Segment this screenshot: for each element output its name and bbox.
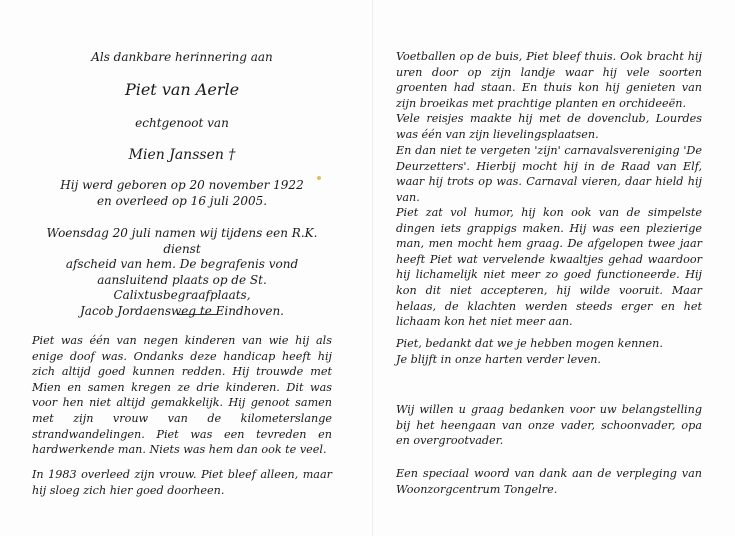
card-fold-line	[372, 0, 373, 536]
thanks-text: Wij willen u graag bedanken voor uw belangstelling bij het heengaan van onze vader, schoonvader, opa en overgrootvader.	[396, 403, 702, 448]
farewell-text: Piet, bedankt dat we je hebben mogen kennen. Je blijft in onze harten verder leven.	[396, 337, 663, 366]
divider-line	[177, 314, 217, 315]
service-text: Woensdag 20 juli namen wij tijdens een R.K. dienst afscheid van hem. De begrafenis vond aansluitend plaats op de St. Calixtusbegraafplaats, Jacob Jordaensweg te Eindhoven.	[46, 226, 318, 318]
carnival-paragraph: En dan niet te vergeten 'zijn' carnavalsvereniging 'De Deurzetters'. Hierbij mocht hij in de Raad van Elf, waar hij trots op was. Carnaval vieren, daar hield hij van.	[396, 144, 702, 204]
spouse-name: Mien Janssen †	[128, 147, 236, 163]
birth-line-1: Hij werd geboren op 20 november 1922	[60, 178, 304, 192]
humor-paragraph: Piet zat vol humor, hij kon ook van de simpelste dingen iets grappigs maken. Hij was een plezierige man, men mocht hem graag. De afgelopen twee jaar heeft Piet wat vervelende kwaaltjes gehad waardoor hij lichamelijk niet meer zo goed functioneerde. Hij kon dit niet accepteren, hij wilde vooruit. Maar helaas, de klachten werden steeds erger en het lichaam kon het niet meer aan.	[396, 206, 702, 329]
deceased-name: Piet van Aerle	[124, 80, 240, 99]
life-paragraph-3: Voetballen op de buis, Piet bleef thuis. Ook bracht hij uren door op zijn landje waar hij vele soorten groenten had staan. En thuis kon hij genieten van zijn broeikas met prachtige planten en orchideeën.	[396, 50, 702, 110]
birth-line-2: en overleed op 16 juli 2005.	[96, 194, 268, 208]
life-paragraph-4: Vele reisjes maakte hij met de dovenclub, Lourdes was één van zijn lievelingsplaatsen.	[396, 112, 702, 141]
life-paragraph-2: In 1983 overleed zijn vrouw. Piet bleef alleen, maar hij sloeg zich hier goed doorheen.	[32, 468, 332, 497]
life-paragraph-1: Piet was één van negen kinderen van wie hij als enige doof was. Ondanks deze handicap heeft hij zich altijd goed kunnen redden. Hij trouwde met Mien en samen kregen ze drie kinderen. Dit was voor hen niet altijd gemakkelijk. Hij genoot samen met zijn vrouw van de kilometerslange strandwandelingen. Piet was een tevreden en hardwerkende man. Niets was hem dan ook te veel.	[32, 334, 332, 457]
spouse-label: echtgenoot van	[135, 116, 229, 130]
care-thanks-text: Een speciaal woord van dank aan de verpleging van Woonzorgcentrum Tongelre.	[396, 467, 702, 496]
intro-line: Als dankbare herinnering aan	[91, 50, 273, 64]
